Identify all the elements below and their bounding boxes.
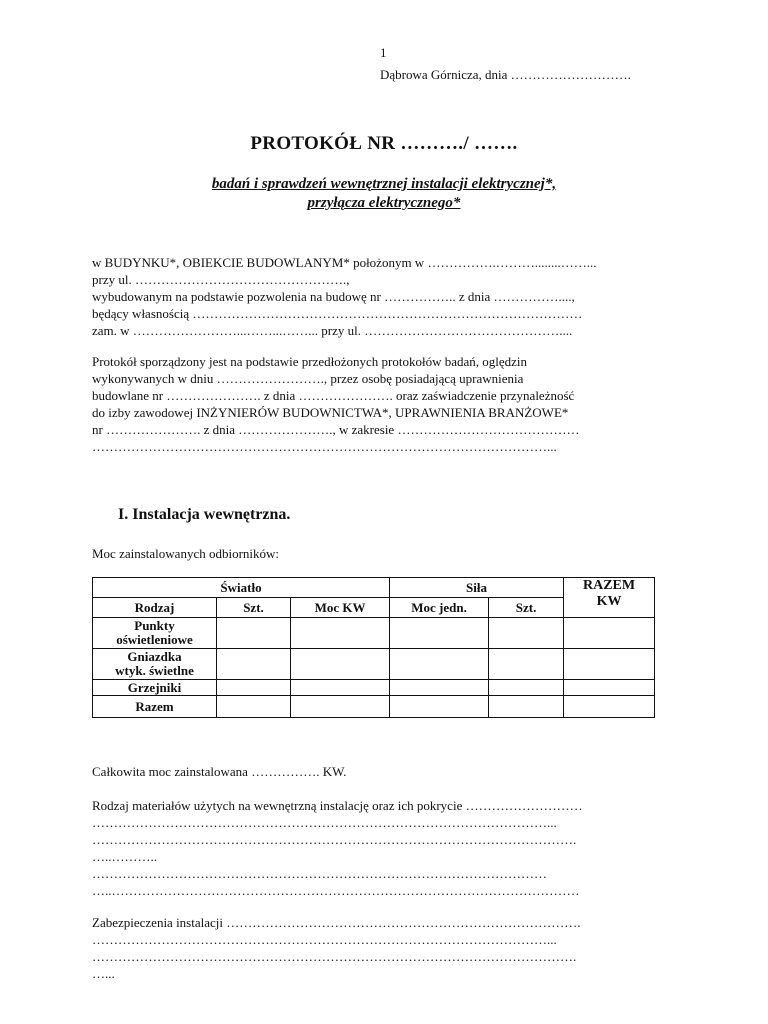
protocol-line: budowlane nr …………………. z dnia …………………. oraz zaświadczenie przynależność bbox=[92, 388, 575, 403]
table-cell bbox=[489, 680, 564, 696]
table-cell bbox=[564, 618, 655, 649]
protection-block bbox=[92, 914, 682, 982]
materials-line: Rodzaj materiałów użytych na wewnętrzną instalację oraz ich pokrycie ……………………… bbox=[92, 798, 583, 813]
total-header-line: RAZEM bbox=[582, 578, 636, 593]
document-subtitle-line-1: badań i sprawdzeń wewnętrznej instalacji elektrycznej*, bbox=[211, 176, 557, 192]
place-and-date: Dąbrowa Górnicza, dnia ………………………. bbox=[380, 67, 631, 82]
installed-power-table bbox=[92, 577, 655, 718]
building-info-block bbox=[92, 254, 682, 339]
table-cell bbox=[217, 618, 291, 649]
table-cell bbox=[489, 649, 564, 680]
table-cell bbox=[291, 680, 390, 696]
protocol-line: ……………………………………………………………………………………………... bbox=[92, 439, 557, 454]
table-cell bbox=[489, 696, 564, 718]
building-line: w BUDYNKU*, OBIEKCIE BUDOWLANYM* położonym w …………….………........……... bbox=[92, 255, 597, 270]
section-heading: I. Instalacja wewnętrzna. bbox=[118, 506, 291, 523]
table-cell bbox=[291, 649, 390, 680]
protection-line: ……………………………………………………………………………………………... bbox=[92, 932, 557, 947]
protection-line: …………………………………………………………………………………………………. bbox=[92, 949, 577, 964]
table-cell bbox=[564, 680, 655, 696]
group-header-light: Światło bbox=[93, 578, 390, 598]
table-row bbox=[93, 618, 655, 649]
table-row bbox=[93, 680, 655, 696]
column-header-pcs: Szt. bbox=[217, 598, 291, 618]
building-line: wybudowanym na podstawie pozwolenia na budowę nr …………….. z dnia ……………...., bbox=[92, 289, 575, 304]
materials-line: …………………………………………………………………………………………………. bbox=[92, 832, 577, 847]
column-header-power-kw: Moc KW bbox=[291, 598, 390, 618]
document-subtitle-line-2: przyłącza elektrycznego* bbox=[307, 195, 461, 211]
row-label: Grzejniki bbox=[93, 680, 217, 696]
installed-power-label: Moc zainstalowanych odbiorników: bbox=[92, 546, 280, 561]
materials-block bbox=[92, 797, 682, 899]
row-label: Razem bbox=[93, 696, 217, 718]
table-cell bbox=[489, 618, 564, 649]
total-header bbox=[564, 578, 655, 618]
protection-line: …... bbox=[92, 966, 115, 981]
column-header-type: Rodzaj bbox=[93, 598, 217, 618]
total-power-line: Całkowita moc zainstalowana ……………. KW. bbox=[92, 764, 347, 779]
materials-line: …………………………………………………………………………………………… bbox=[92, 866, 547, 881]
column-header-pcs-power: Szt. bbox=[489, 598, 564, 618]
materials-line: ……………………………………………………………………………………………... bbox=[92, 815, 557, 830]
protocol-line: nr …………………. z dnia …………………., w zakresie …………………………………… bbox=[92, 422, 580, 437]
table-cell bbox=[217, 696, 291, 718]
table-cell bbox=[291, 696, 390, 718]
group-header-power: Siła bbox=[390, 578, 564, 598]
building-line: będący własnością ……………………………………………………………………………… bbox=[92, 306, 583, 321]
table-cell bbox=[390, 680, 489, 696]
building-line: przy ul. …………………………………………., bbox=[92, 272, 350, 287]
protocol-line: do izby zawodowej INŻYNIERÓW BUDOWNICTWA*, UPRAWNIENIA BRANŻOWE* bbox=[92, 405, 569, 420]
materials-line: …..……….. bbox=[92, 849, 157, 864]
protocol-line: Protokół sporządzony jest na podstawie przedłożonych protokołów badań, oględzin bbox=[92, 354, 528, 369]
table-cell bbox=[564, 649, 655, 680]
protocol-line: wykonywanych w dniu ……………………., przez osobę posiadającą uprawnienia bbox=[92, 371, 524, 386]
protection-line: Zabezpieczenia instalacji ………………………………………………………………………. bbox=[92, 915, 581, 930]
table-cell bbox=[217, 649, 291, 680]
protocol-basis-block bbox=[92, 353, 682, 455]
building-line: zam. w ……………………...……...……... przy ul. ……………………………………….... bbox=[92, 323, 573, 338]
document-title: PROTOKÓŁ NR ………./ ……. bbox=[250, 133, 518, 154]
row-label: Punkty oświetleniowe bbox=[93, 618, 217, 649]
table-cell bbox=[390, 618, 489, 649]
table-row bbox=[93, 696, 655, 718]
total-header-unit: KW bbox=[596, 594, 622, 609]
page-number: 1 bbox=[380, 45, 387, 60]
table-cell bbox=[291, 618, 390, 649]
table-cell bbox=[390, 696, 489, 718]
table-cell bbox=[564, 696, 655, 718]
table-row bbox=[93, 649, 655, 680]
table-cell bbox=[390, 649, 489, 680]
materials-line: …..……………………………………………………………………………………………… bbox=[92, 883, 580, 898]
table-cell bbox=[217, 680, 291, 696]
row-label: Gniazdka wtyk. świetlne bbox=[93, 649, 217, 680]
column-header-unit-power: Moc jedn. bbox=[390, 598, 489, 618]
